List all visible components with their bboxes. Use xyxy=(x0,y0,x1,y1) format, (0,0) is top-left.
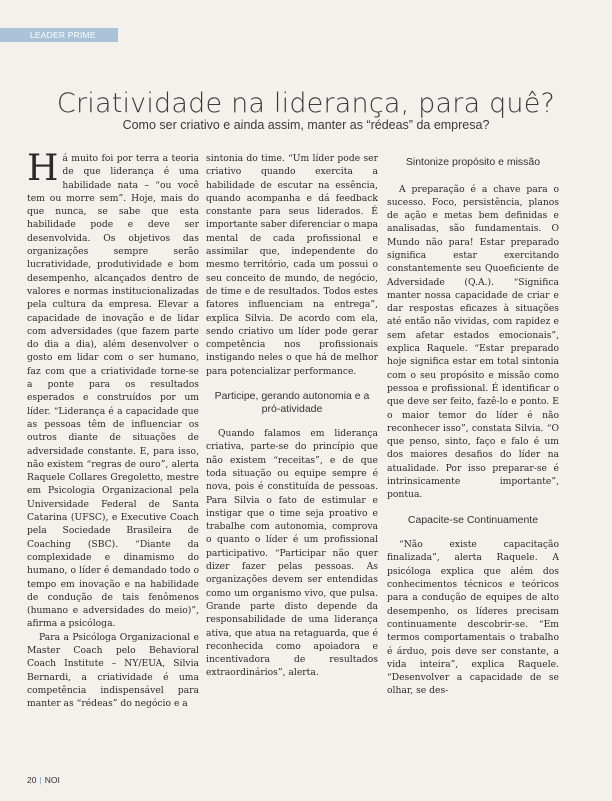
paragraph: Para a Psicóloga Organizacional e Master Coach pelo Behavioral Coach Institute – NY/EUA, Silvia Bernardi, a criatividade é uma competência indispensável para manter as “rédeas” do negócio e a xyxy=(27,631,199,710)
article-subtitle: Como ser criativo e ainda assim, manter as “rédeas” da empresa? xyxy=(122,118,490,132)
magazine-name: NOI xyxy=(44,775,60,785)
paragraph: sintonia do time. “Um líder pode ser criativo quando exercita a habilidade de escutar na essência, quando acompanha e dá feedback constante para seus liderados. É importante saber diferenciar o mapa mental de cada profissional e assimilar que, independente do mesmo território, cada um possui o seu conceito de mundo, de negócio, de time e de resultados. Todos estes fatores influenciam na entrega”, explica Silvia. De acordo com ela, sendo criativo um líder pode gerar competência nos profissionais instigando neles o que há de melhor para potencializar performance. xyxy=(206,153,378,377)
footer-separator: | xyxy=(39,775,42,785)
section-heading: Participe, gerando autonomia e a pró-atividade xyxy=(214,390,370,415)
paragraph: “Não existe capacitação finalizada”, alerta Raquele. A psicóloga explica que além dos conhecimentos técnicos e teóricos para a condução de equipes de alto desempenho, os líderes precisam continuamente descobrir-se. “Em termos comportamentais o trabalho é árduo, pois deve ser constante, a vida inteira”, explica Raquele. “Desenvolver a capacidade de se olhar, se des- xyxy=(387,539,559,697)
paragraph: A preparação é a chave para o sucesso. Foco, persistência, planos de ação e metas bem definidas e analisadas, são fundamentais. O Mundo não para! Estar preparado significa estar exercitando constantemente seu Quoeficiente de Adversidade (Q.A.). “Significa manter nossa capacidade de criar e dar respostas eficazes à situações até então não vividas, com rapidez e sem afetar estados emocionais”, explica Raquele. “Estar preparado hoje significa estar em total sintonia com o seu propósito e missão como pessoa e profissional. É identificar o que deve ser feito, fazê-lo e ponto. E o maior temor do líder é não reconhecer isso”, constata Silvia. “O que penso, sinto, faço e falo é um dos maiores desafios do líder na atualidade. Por isso preparar-se é intrinsicamente importante”, pontua. xyxy=(387,183,559,501)
paragraph xyxy=(27,152,199,631)
column-1 xyxy=(27,152,199,720)
paragraph-text: á muito foi por terra a teoria de que liderança é uma habilidade nata – “ou você tem ou morre sem”. Hoje, mais do que nunca, se sabe que esta habilidade pode e deve ser desenvolvida. Os objetivos das organizações sempre serão lucratividade, produtividade e bom desempenho, alcançados dentro de valores e normas institucionalizadas pela cultura da empresa. Elevar a capacidade de inovação e de lidar com adversidades (que fazem parte do dia a dia), além desenvolver o gosto em lidar com o ser humano, faz com que a criatividade torne-se a ponte para os resultados esperados e construídos por um líder. “Liderança é a capacidade que as pessoas têm de influenciar os outros diante de situações de adversidade constante. E, para isso, não existem “regras de ouro”, alerta Raquele Collares Gregoletto, mestre em Psicologia Organizacional pela Universidade Federal de Santa Catarina (UFSC), e Executive Coach pela Sociedade Brasileira de Coaching (SBC). “Diante da complexidade e dinamismo do humano, o líder é demandado todo o tempo em inovação e na habilidade de condução de tais fenômenos (humano e adversidades do meio)”, afirma a psicóloga. xyxy=(27,153,199,630)
column-3 xyxy=(387,152,559,720)
column-2 xyxy=(206,152,378,720)
section-heading: Sintonize propósito e missão xyxy=(405,156,541,168)
section-label: LEADER PRIME xyxy=(30,30,96,40)
article-title: Criatividade na liderança, para quê? xyxy=(56,88,556,120)
drop-cap: H xyxy=(27,152,59,189)
page-footer xyxy=(27,775,60,785)
page-number: 20 xyxy=(27,775,37,785)
section-heading: Capacite-se Continuamente xyxy=(407,513,539,526)
paragraph: Quando falamos em liderança criativa, parte-se do princípio que não existem “receitas”, e de que toda situação ou equipe sempre é nova, pois é constituída de pessoas. Para Silvia o fato de estimular e instigar que o time seja proativo e trabalhe com autonomia, comprova o quanto o líder é um profissional participativo. “Participar não quer dizer fazer pelas pessoas. As organizações devem ser entendidas como um organismo vivo, que pulsa. Grande parte disto depende da responsabilidade de uma liderança ativa, que atua na retaguarda, que é reconhecida como apoiadora e incentivadora de resultados extraordinários”, alerta. xyxy=(206,428,378,679)
